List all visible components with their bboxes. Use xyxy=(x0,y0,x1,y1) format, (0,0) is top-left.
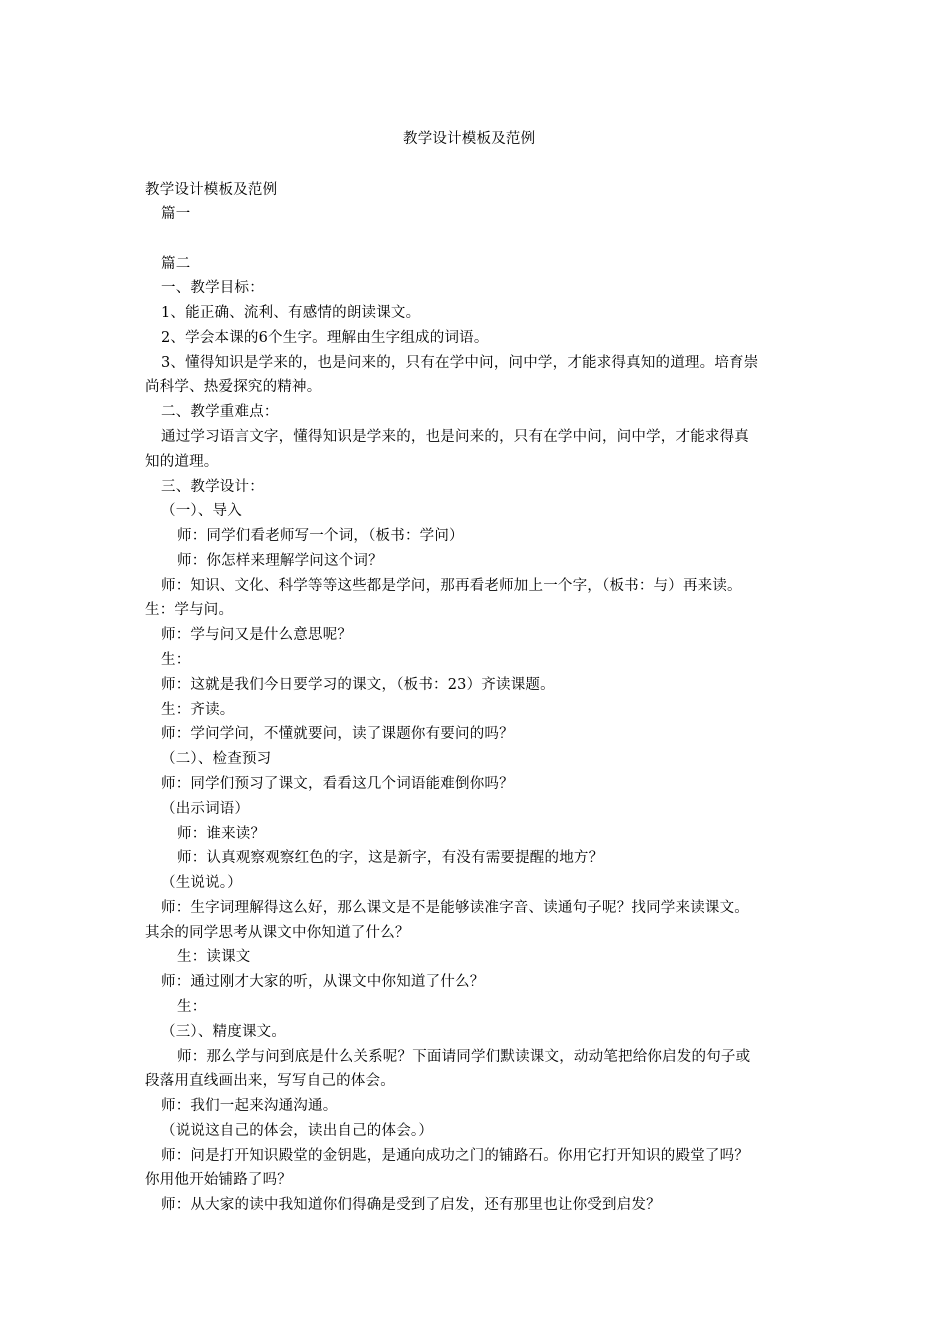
text-line: 生：齐读。 xyxy=(161,702,235,718)
text-line: 尚科学、热爱探究的精神。 xyxy=(145,379,322,395)
page-title: 教学设计模板及范例 xyxy=(403,131,536,147)
heading-line: 一、教学目标： xyxy=(161,280,264,296)
text-line: 师：同学们预习了课文，看看这几个词语能难倒你吗？ xyxy=(161,776,514,792)
heading-line: 二、教学重难点： xyxy=(161,404,279,420)
text-line: （出示词语） xyxy=(161,801,250,817)
text-line: 师：学问学问，不懂就要问，读了课题你有要问的吗？ xyxy=(161,726,514,742)
text-line: 师：学与问又是什么意思呢？ xyxy=(161,627,353,643)
section-label: 篇一 xyxy=(161,206,191,222)
text-line: 3、懂得知识是学来的，也是问来的，只有在学中问，问中学，才能求得真知的道理。培育崇 xyxy=(161,355,759,371)
subheading-line: （二）、检查预习 xyxy=(161,751,272,767)
text-line: 师：你怎样来理解学问这个词？ xyxy=(177,553,383,569)
text-line: 师：通过刚才大家的听，从课文中你知道了什么？ xyxy=(161,974,485,990)
heading-line: 三、教学设计： xyxy=(161,479,264,495)
text-line: 通过学习语言文字，懂得知识是学来的，也是问来的，只有在学中问，问中学，才能求得真 xyxy=(161,429,749,445)
text-line: 师：那么学与问到底是什么关系呢？下面请同学们默读课文，动动笔把给你启发的句子或 xyxy=(177,1049,751,1065)
text-line: 师：生字词理解得这么好，那么课文是不是能够读准字音、读通句子呢？找同学来读课文。 xyxy=(161,900,749,916)
text-line: 段落用直线画出来，写写自己的体会。 xyxy=(145,1073,395,1089)
subheading-line: （三）、精度课文。 xyxy=(161,1024,287,1040)
text-line: 生： xyxy=(177,999,207,1015)
text-line: 师：同学们看老师写一个词，（板书：学问） xyxy=(177,528,464,544)
text-line: 生： xyxy=(161,652,191,668)
text-line: 师：知识、文化、科学等等这些都是学问，那再看老师加上一个字，（板书：与）再来读。 xyxy=(161,578,742,594)
section-label: 篇二 xyxy=(161,256,191,272)
text-line: （生说说。） xyxy=(161,875,242,891)
text-line: 师：谁来读？ xyxy=(177,826,266,842)
doc-heading: 教学设计模板及范例 xyxy=(145,182,278,198)
text-line: 师：我们一起来沟通沟通。 xyxy=(161,1098,338,1114)
subheading-line: （一）、导入 xyxy=(161,503,242,519)
text-line: 师：认真观察观察红色的字，这是新字，有没有需要提醒的地方？ xyxy=(177,850,604,866)
text-line: 2、学会本课的6个生字。理解由生字组成的词语。 xyxy=(161,330,489,346)
text-line: 生：学与问。 xyxy=(145,602,234,618)
text-line: 1、能正确、流利、有感情的朗读课文。 xyxy=(161,305,421,321)
text-line: 师：这就是我们今日要学习的课文，（板书：23）齐读课题。 xyxy=(161,677,555,693)
text-line: 生：读课文 xyxy=(177,949,251,965)
text-line: 你用他开始铺路了吗？ xyxy=(145,1172,292,1188)
text-line: 师：从大家的读中我知道你们得确是受到了启发，还有那里也让你受到启发？ xyxy=(161,1197,661,1213)
text-line: 其余的同学思考从课文中你知道了什么？ xyxy=(145,925,410,941)
text-line: （说说这自己的体会，读出自己的体会。） xyxy=(161,1123,434,1139)
text-line: 知的道理。 xyxy=(145,454,219,470)
text-line: 师：问是打开知识殿堂的金钥匙，是通向成功之门的铺路石。你用它打开知识的殿堂了吗？ xyxy=(161,1148,749,1164)
